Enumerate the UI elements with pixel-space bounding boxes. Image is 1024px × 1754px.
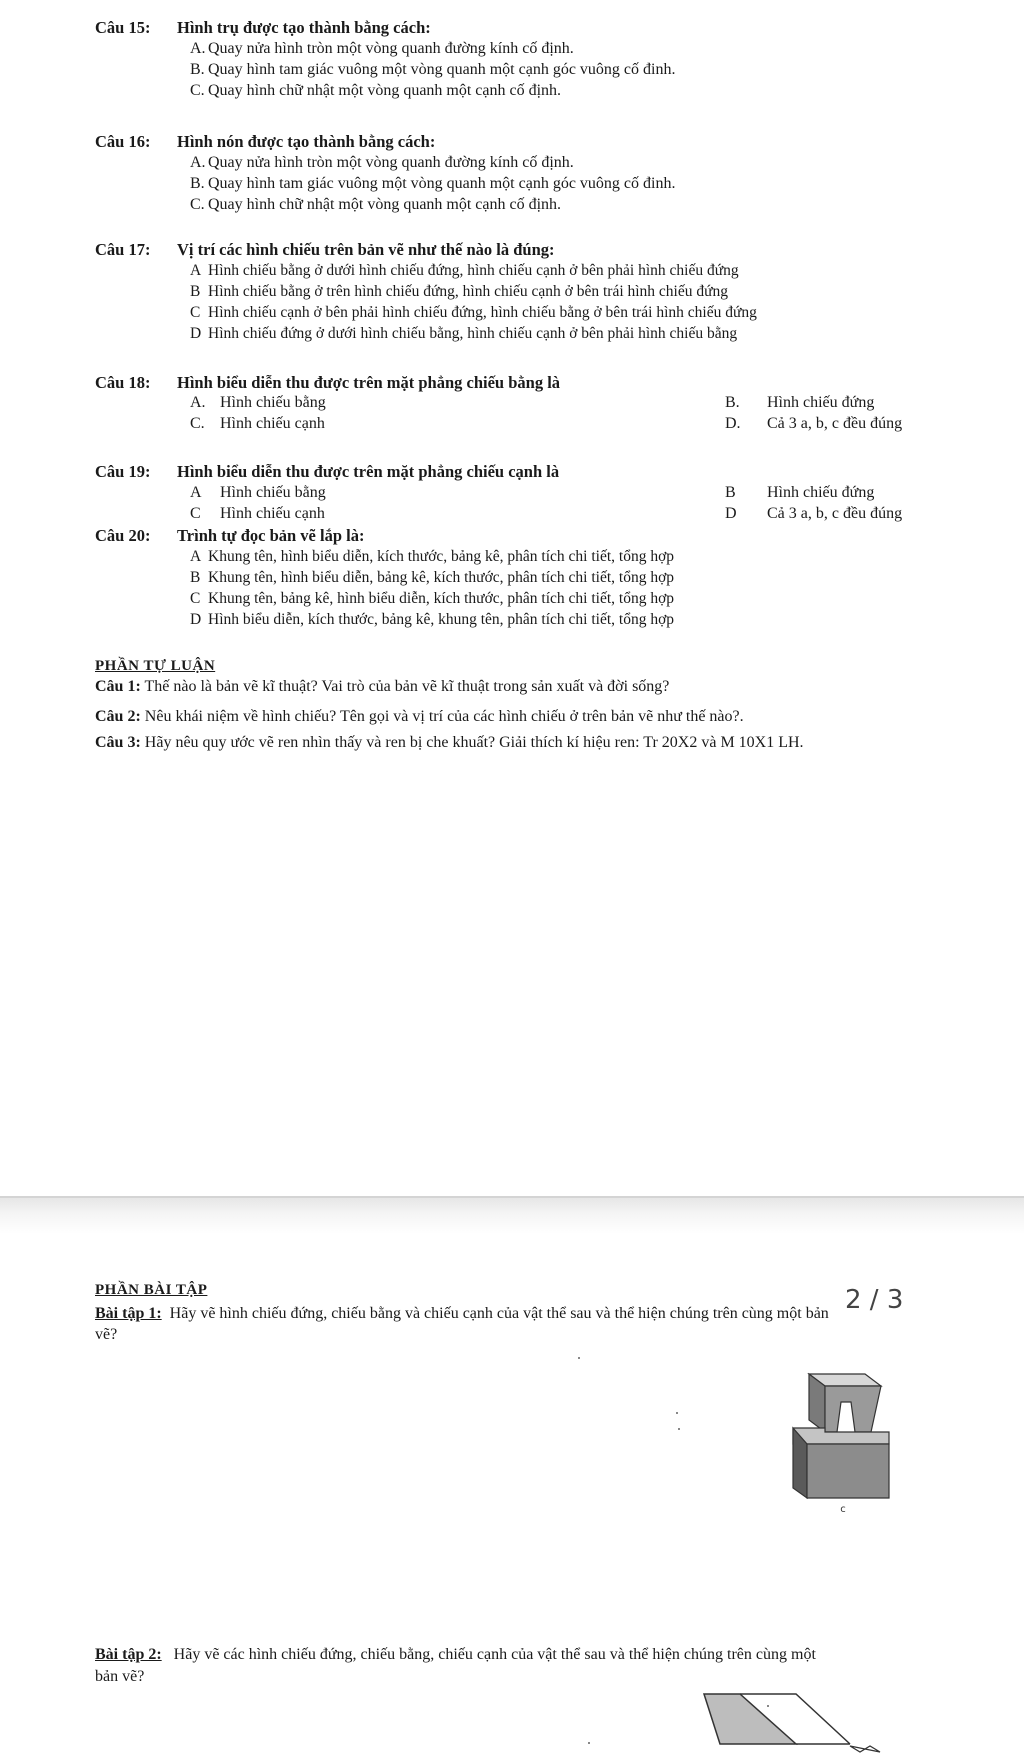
option-key: B. [725, 394, 740, 411]
question-16-heading [95, 132, 435, 152]
option-key: A [190, 548, 202, 565]
page-break-divider [0, 1196, 1024, 1234]
question-17-heading [95, 240, 555, 260]
option-key: A. [190, 40, 206, 57]
option [725, 484, 874, 502]
option-text: Cả 3 a, b, c đều đúng [767, 505, 903, 522]
question-title: Hình biểu diễn thu được trên mặt phẳng chiếu cạnh là [177, 462, 560, 481]
question-number: Câu 16: [95, 132, 151, 151]
option-key: C. [190, 82, 205, 99]
scan-dot [578, 1357, 580, 1359]
option-key: C [190, 505, 201, 522]
option [190, 196, 561, 214]
option-key: C [190, 590, 201, 607]
scan-dot [678, 1428, 680, 1430]
option [190, 484, 326, 502]
option-key: B. [190, 175, 205, 192]
object-edge [850, 1746, 880, 1752]
question-title: Hình nón được tạo thành bằng cách: [177, 132, 436, 151]
option [190, 283, 728, 301]
question-title: Hình trụ được tạo thành bằng cách: [177, 18, 431, 37]
option-key: B [725, 484, 736, 501]
option-text: Hình chiếu cạnh [220, 415, 325, 432]
exercise-section-heading: PHẦN BÀI TẬP [95, 1282, 208, 1298]
exercise-1 [95, 1305, 829, 1323]
exercise-2-continuation: bản vẽ? [95, 1668, 145, 1685]
option-text: Khung tên, hình biểu diễn, bảng kê, kích thước, phân tích chi tiết, tổng hợp [208, 569, 675, 586]
option-text: Cả 3 a, b, c đều đúng [767, 415, 903, 432]
option-key: D [190, 611, 202, 628]
exercise-2-text: Hãy vẽ các hình chiếu đứng, chiếu bằng, chiếu cạnh của vật thể sau và thể hiện chúng trên cùng một [173, 1646, 816, 1663]
page-indicator: 2 / 3 [845, 1285, 904, 1315]
exercise-1-object-figure [785, 1370, 895, 1515]
option [190, 325, 737, 343]
option [190, 61, 675, 79]
option-text: Quay hình tam giác vuông một vòng quanh một cạnh góc vuông cố đinh. [208, 175, 676, 192]
option-text: Hình chiếu đứng ở dưới hình chiếu bằng, hình chiếu cạnh ở bên phải hình chiếu bằng [208, 325, 738, 342]
essay-text: Hãy nêu quy ước vẽ ren nhìn thấy và ren bị che khuất? Giải thích kí hiệu ren: Tr 20X2 và M 10X1 LH. [140, 734, 804, 751]
option-key: B. [190, 61, 205, 78]
question-title: Hình biểu diễn thu được trên mặt phẳng chiếu bằng là [177, 373, 561, 392]
option-key: A [190, 484, 202, 501]
option-key: B [190, 283, 201, 300]
option-text: Hình chiếu bằng [220, 484, 326, 501]
scan-dot [588, 1742, 590, 1744]
option-text: Khung tên, bảng kê, hình biểu diễn, kích thước, phân tích chi tiết, tổng hợp [208, 590, 675, 607]
exercise-2 [95, 1646, 816, 1664]
question-15-heading [95, 18, 431, 38]
option-key: D [190, 325, 202, 342]
option-key: A [190, 262, 202, 279]
option-key: D. [725, 415, 741, 432]
option [725, 394, 874, 412]
option-text: Hình chiếu bằng ở dưới hình chiếu đứng, hình chiếu cạnh ở bên phải hình chiếu đứng [208, 262, 739, 279]
essay-question [95, 708, 744, 726]
exercise-1-text: Hãy vẽ hình chiếu đứng, chiếu bằng và chiếu cạnh của vật thể sau và thể hiện chúng trên cùng một bản [169, 1305, 829, 1322]
scan-dot [767, 1705, 769, 1707]
option-key: C. [190, 196, 205, 213]
base-front-face [807, 1444, 889, 1498]
option [190, 569, 674, 587]
option-text: Quay hình chữ nhật một vòng quanh một cạnh cố định. [208, 82, 562, 99]
question-number: Câu 20: [95, 526, 151, 545]
question-number: Câu 17: [95, 240, 151, 259]
essay-question [95, 678, 669, 696]
question-title: Trình tự đọc bản vẽ lắp là: [177, 526, 365, 545]
option-key: A. [190, 154, 206, 171]
essay-text: Thế nào là bản vẽ kĩ thuật? Vai trò của bản vẽ kĩ thuật trong sản xuất và đời sống? [140, 678, 670, 695]
option-text: Hình chiếu bằng ở trên hình chiếu đứng, hình chiếu cạnh ở bên trái hình chiếu đứng [208, 283, 729, 300]
exercise-2-label: Bài tập 2: [95, 1646, 162, 1663]
option [190, 548, 674, 566]
option [190, 394, 326, 412]
question-number: Câu 18: [95, 373, 151, 392]
option [190, 415, 325, 433]
exercise-1-continuation: vẽ? [95, 1326, 118, 1343]
option [725, 505, 902, 523]
essay-label: Câu 3: [95, 734, 141, 751]
option-text: Quay nửa hình tròn một vòng quanh đường kính cố định. [208, 154, 574, 171]
option [190, 505, 325, 523]
essay-label: Câu 2: [95, 708, 141, 725]
option [190, 82, 561, 100]
option [190, 590, 674, 608]
option-text: Quay hình chữ nhật một vòng quanh một cạnh cố định. [208, 196, 562, 213]
option-text: Quay nửa hình tròn một vòng quanh đường kính cố định. [208, 40, 574, 57]
essay-label: Câu 1: [95, 678, 141, 695]
option [190, 175, 675, 193]
option [725, 415, 902, 433]
option-key: A. [190, 394, 206, 411]
question-20-heading [95, 526, 364, 546]
option [190, 304, 757, 322]
figure-label: c [840, 1504, 846, 1515]
object-top-face [704, 1694, 796, 1744]
option [190, 611, 674, 629]
option-text: Khung tên, hình biểu diễn, kích thước, bảng kê, phân tích chi tiết, tổng hợp [208, 548, 675, 565]
question-18-heading [95, 373, 560, 393]
upright-front-face [825, 1386, 881, 1432]
question-number: Câu 19: [95, 462, 151, 481]
question-19-heading [95, 462, 559, 482]
question-number: Câu 15: [95, 18, 151, 37]
option-key: D [725, 505, 737, 522]
exercise-2-object-figure [700, 1690, 900, 1754]
option [190, 154, 574, 172]
option-key: C. [190, 415, 205, 432]
option-text: Hình chiếu đứng [767, 484, 875, 501]
essay-text: Nêu khái niệm về hình chiếu? Tên gọi và vị trí của các hình chiếu ở trên bản vẽ như thế nào?. [140, 708, 744, 725]
option-text: Hình chiếu bằng [220, 394, 326, 411]
essay-question [95, 734, 804, 752]
option-text: Hình chiếu cạnh ở bên phải hình chiếu đứng, hình chiếu bằng ở bên trái hình chiếu đứng [208, 304, 757, 321]
exercise-1-label: Bài tập 1: [95, 1305, 162, 1322]
option-text: Hình chiếu đứng [767, 394, 875, 411]
base-top-face [793, 1428, 889, 1444]
essay-section-heading: PHẦN TỰ LUẬN [95, 658, 216, 674]
option [190, 262, 739, 280]
option [190, 40, 574, 58]
scan-dot [676, 1412, 678, 1414]
option-text: Quay hình tam giác vuông một vòng quanh một cạnh góc vuông cố đinh. [208, 61, 676, 78]
option-key: C [190, 304, 201, 321]
question-title: Vị trí các hình chiếu trên bản vẽ như thế nào là đúng: [177, 240, 555, 259]
option-text: Hình biểu diễn, kích thước, bảng kê, khung tên, phân tích chi tiết, tổng hợp [208, 611, 675, 628]
option-key: B [190, 569, 201, 586]
option-text: Hình chiếu cạnh [220, 505, 325, 522]
